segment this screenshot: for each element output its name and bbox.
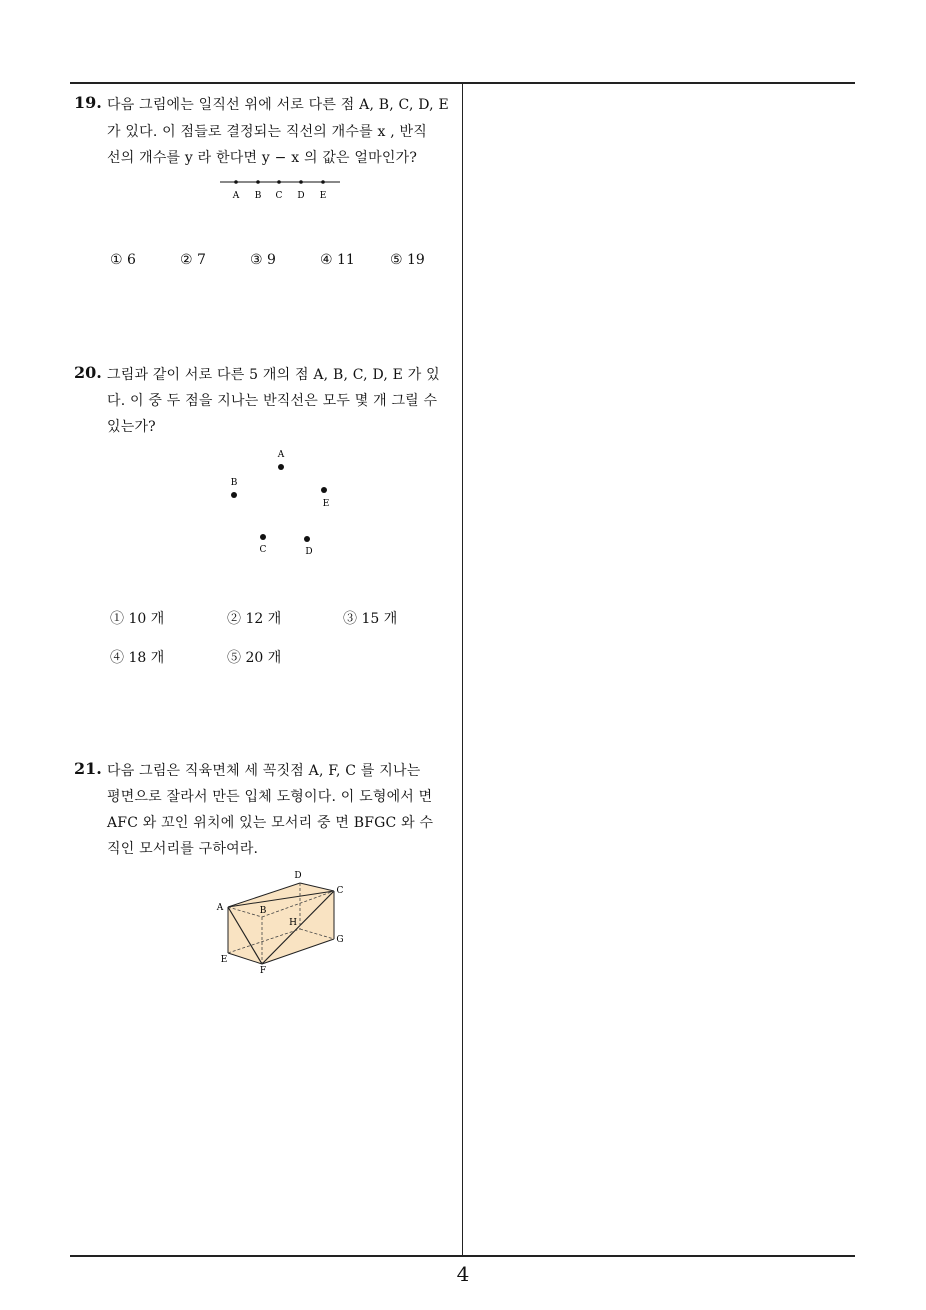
- vertex-label: H: [289, 918, 297, 928]
- bottom-rule: [70, 1255, 855, 1257]
- point-label: A: [232, 191, 240, 201]
- answer-choice[interactable]: ④ 18 개: [110, 650, 165, 666]
- question-text: 그림과 같이 서로 다른 5 개의 점 A, B, C, D, E 가 있: [107, 367, 440, 383]
- question-text: 있는가?: [107, 419, 156, 435]
- question-text: 선의 개수를 y 라 한다면 y − x 의 값은 얼마인가?: [107, 150, 418, 166]
- vertex-label: F: [259, 966, 267, 976]
- cuboid-figure: [210, 865, 360, 980]
- page-number: 4: [456, 1262, 470, 1286]
- vertex-label: D: [294, 871, 302, 881]
- point-label: B: [254, 191, 262, 201]
- answer-choice[interactable]: ① 6: [110, 252, 136, 268]
- point-label: B: [230, 478, 238, 488]
- column-divider: [462, 82, 463, 1256]
- question-text: 직인 모서리를 구하여라.: [107, 841, 259, 857]
- answer-choice[interactable]: ② 12 개: [227, 611, 282, 627]
- line-points-figure: [215, 174, 345, 204]
- question-text: 다. 이 중 두 점을 지나는 반직선은 모두 몇 개 그릴 수: [107, 393, 438, 409]
- point-label: C: [275, 191, 283, 201]
- vertex-label: C: [336, 886, 344, 896]
- vertex-label: A: [216, 903, 224, 913]
- question-text: 다음 그림에는 일직선 위에 서로 다른 점 A, B, C, D, E: [107, 97, 449, 113]
- question-text: AFC 와 꼬인 위치에 있는 모서리 중 면 BFGC 와 수: [107, 815, 434, 831]
- answer-choice[interactable]: ③ 15 개: [343, 611, 398, 627]
- vertex-label: E: [220, 955, 228, 965]
- vertex-label: B: [259, 906, 267, 916]
- point-label: E: [322, 499, 330, 509]
- question-text: 평면으로 잘라서 만든 입체 도형이다. 이 도형에서 면: [107, 789, 433, 805]
- question-number: 20.: [74, 363, 102, 382]
- question-number: 19.: [74, 93, 102, 112]
- answer-choice[interactable]: ③ 9: [250, 252, 276, 268]
- vertex-label: G: [336, 935, 344, 945]
- point-label: E: [319, 191, 327, 201]
- point-label: C: [259, 545, 267, 555]
- question-text: 다음 그림은 직육면체 세 꼭짓점 A, F, C 를 지나는: [107, 763, 421, 779]
- answer-choice[interactable]: ② 7: [180, 252, 206, 268]
- question-text: 가 있다. 이 점들로 결정되는 직선의 개수를 x , 반직: [107, 124, 428, 140]
- answer-choice[interactable]: ① 10 개: [110, 611, 165, 627]
- answer-choice[interactable]: ⑤ 20 개: [227, 650, 282, 666]
- point-label: D: [305, 547, 313, 557]
- answer-choice[interactable]: ⑤ 19: [390, 252, 425, 268]
- question-number: 21.: [74, 759, 102, 778]
- point-label: A: [277, 450, 285, 460]
- point-label: D: [297, 191, 305, 201]
- answer-choice[interactable]: ④ 11: [320, 252, 355, 268]
- scattered-points-figure: [220, 445, 350, 560]
